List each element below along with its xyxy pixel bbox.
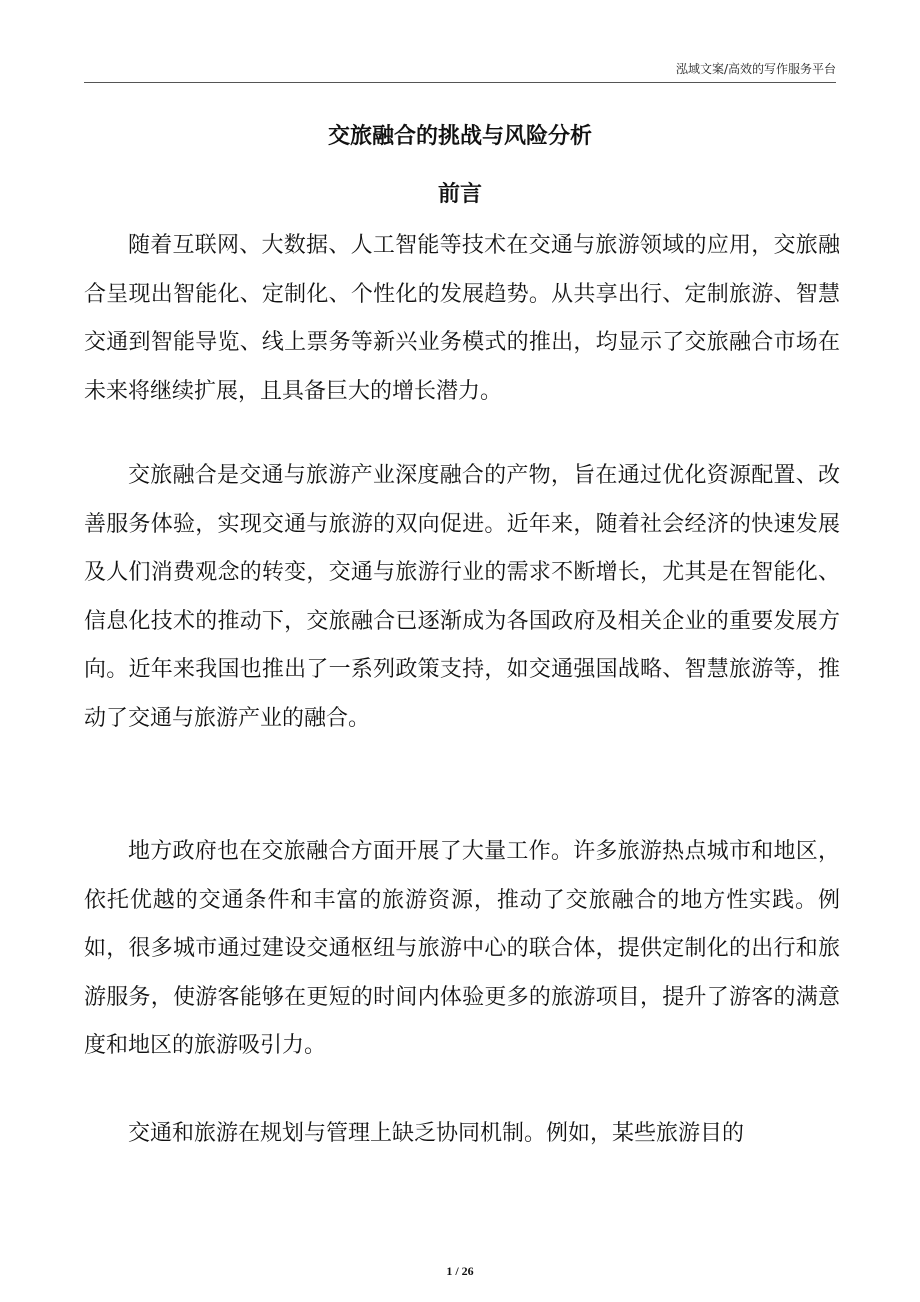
paragraph-2: 交旅融合是交通与旅游产业深度融合的产物，旨在通过优化资源配置、改善服务体验，实现交通与旅游的双向促进。近年来，随着社会经济的快速发展及人们消费观念的转变，交通与旅游行业的需求不断增长，尤其是在智能化、信息化技术的推动下，交旅融合已逐渐成为各国政府及相关企业的重要发展方向。近年来我国也推出了一系列政策支持，如交通强国战略、智慧旅游等，推动了交通与旅游产业的融合。 — [84, 463, 840, 731]
header-brand-text: 泓域文案/高效的写作服务平台 — [675, 62, 836, 76]
paragraph-4: 交通和旅游在规划与管理上缺乏协同机制。例如，某些旅游目的 — [128, 1121, 745, 1146]
paragraph-3: 地方政府也在交旅融合方面开展了大量工作。许多旅游热点城市和地区，依托优越的交通条件和丰富的旅游资源，推动了交旅融合的地方性实践。例如，很多城市通过建设交通枢纽与旅游中心的联合体，提供定制化的出行和旅游服务，使游客能够在更短的时间内体验更多的旅游项目，提升了游客的满意度和地区的旅游吸引力。 — [84, 839, 840, 1058]
section-title: 前言 — [437, 182, 482, 207]
header-divider — [84, 82, 836, 83]
document-title: 交旅融合的挑战与风险分析 — [327, 124, 592, 149]
page-number: 1 / 26 — [446, 1264, 474, 1278]
paragraph-1: 随着互联网、大数据、人工智能等技术在交通与旅游领域的应用，交旅融合呈现出智能化、定制化、个性化的发展趋势。从共享出行、定制旅游、智慧交通到智能导览、线上票务等新兴业务模式的推出，均显示了交旅融合市场在未来将继续扩展，且具备巨大的增长潜力。 — [84, 233, 840, 404]
